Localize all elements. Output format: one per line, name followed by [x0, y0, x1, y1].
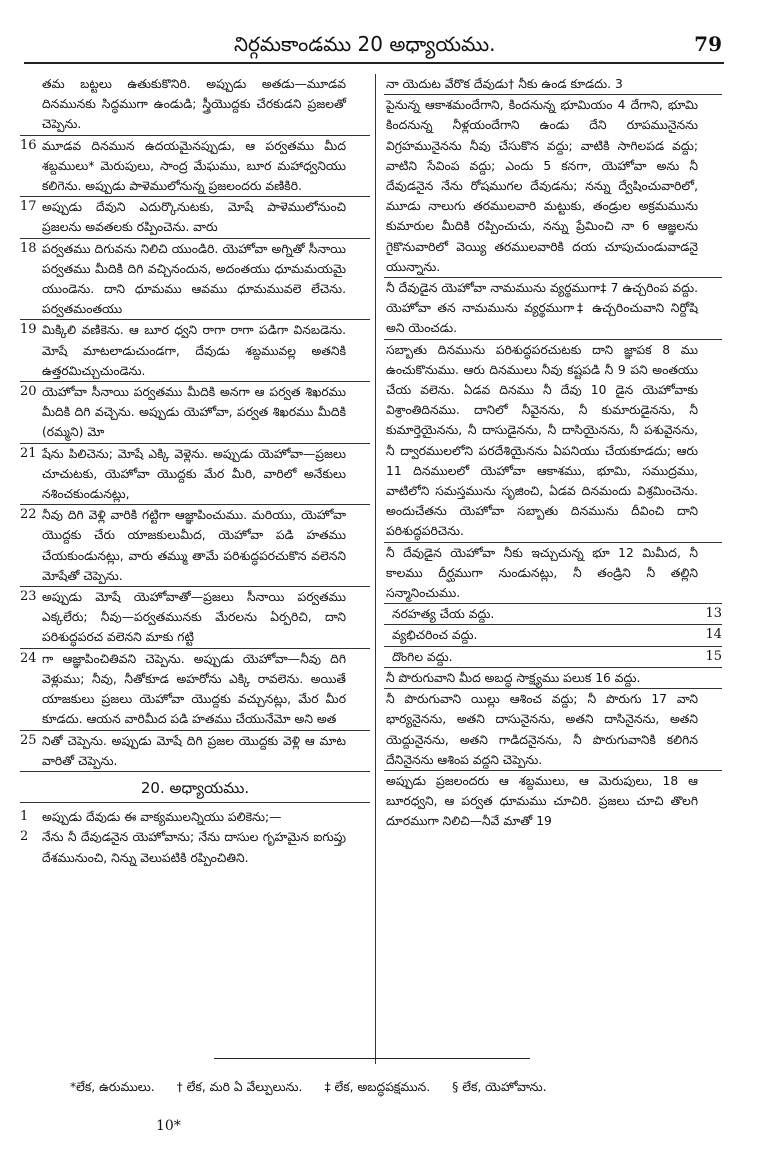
verse-number: 14	[705, 627, 722, 643]
chapter-verses	[20, 807, 370, 868]
footnote: *లేక, ఉరుములు.	[70, 1080, 155, 1094]
page-title: నిర్గమకాండము 20 అధ్యాయము.	[234, 32, 496, 56]
right-paragraphs-after	[384, 668, 722, 832]
commandment-line	[384, 604, 722, 625]
verse-number: 16	[20, 137, 37, 153]
verse-paragraph: నీ దేవుడైన యెహోవా నీకు ఇచ్చుచున్న భూ 12 మిమీద, నీ కాలము దీర్ఘముగా నుండునట్లు, నీ తండ్రిని నీ తల్లిని సన్మానించుము.	[384, 543, 722, 605]
verse-paragraph	[20, 827, 370, 867]
verse-text: నీవు దిగి వెళ్లి వారికి గట్టిగా ఆజ్ఞాపించుము. మరియు, యెహోవా యొద్దకు చేరు యాజకులుమీద, యెహోవా పడి హతము చేయకుండునట్లు, వారు తమ్ము తామే పరిశుద్ధపరచుకొన వలెనని మోషేతో చెప్పెను.	[42, 508, 346, 583]
verse-text: అప్పుడు దేవుని ఎదుర్కొనుటకు, మోషే పాళెములోనుంచి ప్రజలను అవతలకు రప్పించెను. వారు	[42, 200, 346, 235]
left-verses	[20, 74, 370, 772]
verse-text: షేను పిలిచెను; మోషే ఎక్కి వెళ్లెను. అప్పుడు యెహోవా—ప్రజలు చూచుటకు, యెహోవా యొద్దకు మేర మీరి, వారిలో అనేకులు నశించకుండునట్లు,	[42, 446, 346, 502]
signature-mark: 10*	[156, 1118, 181, 1134]
verse-paragraph: నీ పొరుగువాని యిల్లు ఆశించ వద్దు; నీ పొరుగు 17 వాని భార్యనైనను, అతని దాసునైనను, అతని దాసినైనను, అతని యెద్దునైనను, అతని గాడిదనైనను, నీ పొరుగువానికి కలిగిన దేనినైనను ఆశింప వద్దని చెప్పెను.	[384, 689, 722, 771]
footnotes	[70, 1080, 710, 1097]
verse-text: మూడవ దినమున ఉదయమైనప్పుడు, ఆ పర్వతము మీద శబ్దములు* మెరుపులు, సాంద్ర మేఘము, బూర మహాధ్వనియు కలిగెను. అప్పుడు పాళెములోనున్న ప్రజలందరు వణికిరి.	[42, 138, 346, 194]
verse-paragraph	[20, 731, 370, 772]
header-rule	[24, 62, 724, 64]
verse-paragraph: పైనున్న ఆకాశమందేగాని, కిందనున్న భూమియం 4 దేగాని, భూమి కిందనున్న నీళ్లయందేగాని ఉండు దేని రూపమునైనను విగ్రహమునైనను నీవు చేసుకొన వద్దు; వాటికి సాగిలపడ వద్దు; వాటిని సేవింప వద్దు; ఎందు 5 కనగా, యెహోవా అను నీ దేవుడనైన నేను రోషముగల దేవుడను; నన్ను ద్వేషించువారిలో, మూడు నాలుగు తరములవారి మట్టుకు, తండ్రుల అక్రమమును కుమారుల మీదికి రప్పించుచు, నన్ను ప్రేమించి నా 6 ఆజ్ఞలను గైకొనువారిలో వెయ్యి తరములవారికి దయ చూపుచుండువాడనై యున్నాను.	[384, 95, 722, 278]
verse-number: 21	[20, 445, 37, 461]
verse-paragraph: సబ్బాతు దినమును పరిశుద్ధపరచుటకు దాని జ్ఞాపక 8 ము ఉంచుకొనుము. ఆరు దినములు నీవు కష్టపడి నీ 9 పని అంతయు చేయ వలెను. ఏడవ దినము నీ దేవు 10 డైన యెహోవాకు విశ్రాంతిదినము. దానిలో నీవైనను, నీ కుమారుడైనను, నీ కుమార్తెయైనను, నీ దాసుడైనను, నీ దాసియైనను, నీ పశువైనను, నీ ద్వారములలోని పరదేశియైనను ఏపనియు చేయకూడదు; ఆరు 11 దినములలో యెహోవా ఆకాశము, భూమి, సముద్రము, వాటిలోని సమస్తమును సృజించి, ఏడవ దినమందు విశ్రమించెను. అందుచేతను యెహోవా సబ్బాతు దినమును దీవించి దాని పరిశుద్ధపరిచెను.	[384, 340, 722, 543]
verse-text: గా ఆజ్ఞాపించితివని చెప్పెను. అప్పుడు యెహోవా—నీవు దిగి వెళ్లుము; నీవు, నీతోకూడ అహరోను ఎక్కి రావలెను. అయితే యాజకులు ప్రజలు యెహోవా యొద్దకు వచ్చునట్లు, మేర మీర కూడదు. ఆయన వారిమీద పడి హతము చేయునేమో అని అత	[42, 651, 346, 727]
commandment-text: వ్యభిచరించ వద్దు.	[392, 628, 478, 643]
commandment-line	[384, 647, 722, 668]
verse-number: 24	[20, 650, 37, 666]
footnote: ‡ లేక, అబద్ధపక్షమున.	[324, 1080, 431, 1094]
footnote-rule	[214, 1058, 530, 1059]
right-paragraphs	[384, 74, 722, 604]
verse-paragraph	[20, 505, 370, 587]
verse-paragraph	[20, 74, 370, 136]
verse-number: 19	[20, 322, 37, 338]
verse-paragraph	[20, 239, 370, 321]
verse-paragraph	[20, 649, 370, 731]
verse-number: 17	[20, 199, 37, 215]
page-header	[24, 30, 724, 64]
verse-number: 15	[705, 648, 722, 664]
page-number: 79	[694, 32, 722, 56]
verse-text: పర్వతము దిగువను నిలిచి యుండిరి. యెహోవా అగ్నితో సీనాయి పర్వతము మీదికి దిగి వచ్చినందున, అదంతయు ధూమమయమై యుండెను. దాని ధూమము ఆవము ధూమమువలె లేచెను. పర్వతమంతయు	[42, 241, 346, 317]
verse-text: అప్పుడు దేవుడు ఈ వాక్యములన్నియు పలికెను;—	[42, 810, 282, 825]
verse-number: 23	[20, 589, 37, 605]
verse-number: 1	[20, 809, 29, 825]
verse-paragraph: నా యెదుట వేరొక దేవుడు† నీకు ఉండ కూడదు. 3	[384, 74, 722, 95]
verse-number: 20	[20, 384, 37, 400]
footnote: § లేక, యెహోవాను.	[452, 1080, 547, 1094]
verse-text: యెహోవా సీనాయి పర్వతము మీదికి అనగా ఆ పర్వత శిఖరము మీదికి దిగి వచ్చెను. అప్పుడు యెహోవా, పర్వత శిఖరము మీదికి (రమ్మని) మో	[42, 385, 346, 440]
commandment-text: దొంగిల వద్దు.	[392, 649, 453, 664]
verse-number: 2	[20, 829, 29, 845]
verse-paragraph: అప్పుడు ప్రజలందరు ఆ శబ్దములు, ఆ మెరుపులు, 18 ఆ బూరధ్వని, ఆ పర్వత ధూమము చూచిరి. ప్రజలు చూచి తొలగి దూరముగా నిలిచి—నీవే మాతో 19	[386, 773, 698, 829]
verse-paragraph: నీ దేవుడైన యెహోవా నామమును వ్యర్థముగా‡ 7 ఉచ్చరింప వద్దు. యెహోవా తన నామమును వ్యర్థముగా‡ ఉచ్చరించువాని నిర్దోషి అని యెంచడు.	[384, 278, 722, 340]
verse-paragraph	[20, 587, 370, 649]
column-divider	[375, 74, 376, 1064]
verse-paragraph	[20, 382, 370, 444]
verse-number: 18	[20, 240, 37, 256]
verse-paragraph	[20, 444, 370, 506]
verse-text: నేను నీ దేవుడనైన యెహోవాను; నేను దాసుల గృహమైన ఐగుప్తు దేశమునుంచి, నిన్ను వెలుపటికి రప్పించితిని.	[42, 830, 346, 865]
chapter-heading: 20. అధ్యాయము.	[20, 778, 370, 803]
verse-number: 25	[20, 732, 37, 748]
verse-paragraph	[20, 197, 370, 238]
footnote: † లేక, మరి ఏ వేల్పులును.	[176, 1080, 303, 1094]
verse-text: నితో చెప్పెను. అప్పుడు మోషే దిగి ప్రజల యొద్దకు వెళ్లి ఆ మాట వారితో చెప్పెను.	[42, 733, 346, 768]
verse-paragraph: నీ పొరుగువాని మీద అబద్ధ సాక్ష్యము పలుక 16 వద్దు.	[384, 668, 722, 689]
verse-number: 22	[20, 507, 37, 523]
verse-text: మిక్కిలి వణికెను. ఆ బూర ధ్వని రాగా రాగా పడిగా వినబడెను. మోషే మాటలాడుచుండగా, దేవుడు శబ్దమువల్ల అతనికి ఉత్తరమిచ్చుచుండెను.	[42, 323, 346, 378]
verse-text: తమ బట్టలు ఉతుకుకొనిరి. అప్పుడు అతడు—మూడవ దినమునకు సిద్ధముగా ఉండుడి; స్త్రీయొద్దకు చేరకుడని ప్రజలతో చెప్పెను.	[42, 77, 346, 132]
commandments	[384, 604, 722, 668]
left-column	[20, 74, 370, 1070]
verse-text: అప్పుడు మోషే యెహోవాతో—ప్రజలు సీనాయి పర్వతము ఎక్కలేరు; నీవు—పర్వతమునకు మేరలను ఏర్పరిచి, దాని పరిశుద్ధపరచ వలెనని మాకు గట్టి	[42, 590, 346, 645]
verse-paragraph	[20, 320, 370, 382]
right-column	[384, 74, 722, 1070]
verse-paragraph	[20, 807, 370, 827]
verse-number: 13	[705, 606, 722, 622]
commandment-text: నరహత్య చేయ వద్దు.	[392, 607, 495, 622]
verse-paragraph	[20, 136, 370, 198]
commandment-line	[384, 625, 722, 646]
